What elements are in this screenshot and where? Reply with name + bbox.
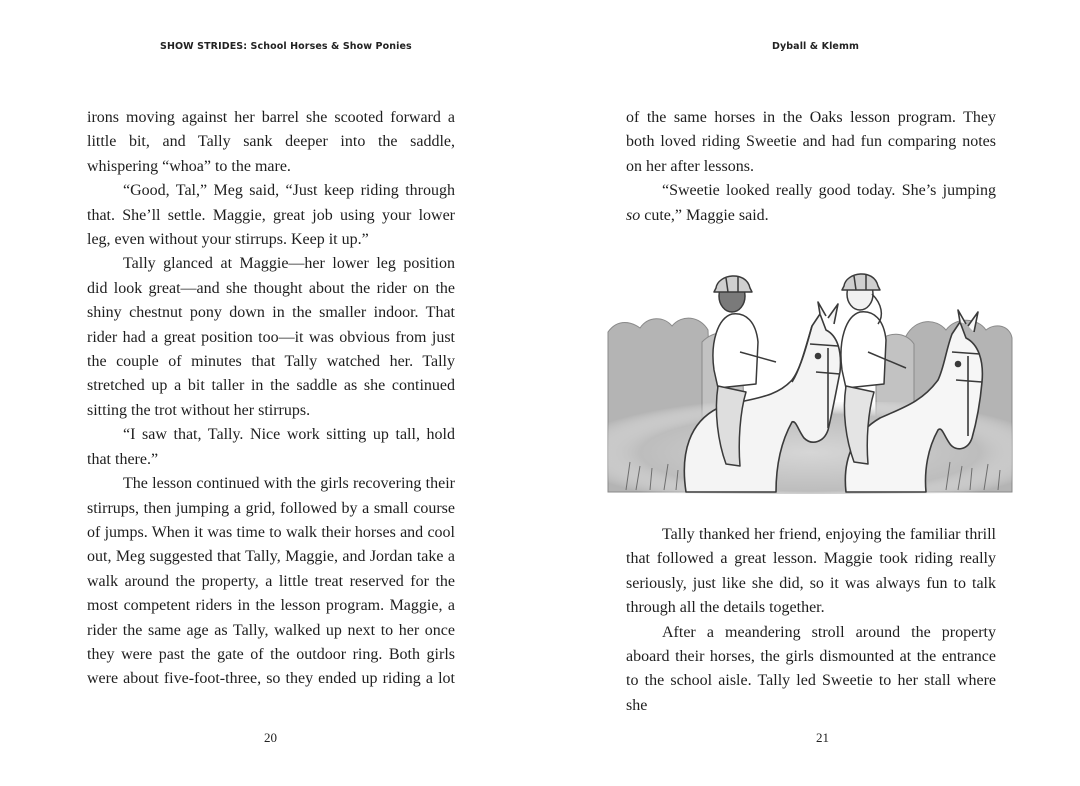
right-body-text-bottom [626, 523, 996, 718]
right-body-text-top [626, 106, 996, 228]
left-page-number: 20 [264, 730, 277, 745]
right-paragraph-3: Tally thanked her friend, enjoying the familiar thrill that followed a great lesson. Maggie took riding really seriously, just like she did, so it was always fun to talk through all the details together. [626, 526, 996, 617]
right-page [540, 0, 1080, 786]
two-girls-riding-horses-illustration [606, 252, 1014, 496]
left-running-head: SHOW STRIDES: School Horses & Show Ponies [160, 41, 412, 52]
right-page-number: 21 [816, 730, 829, 745]
right-paragraph-2-start: “Sweetie looked really good today. She’s jumping [662, 182, 996, 200]
right-paragraph-2 [626, 179, 996, 228]
right-paragraph-2-end: cute,” Maggie said. [640, 206, 769, 224]
left-paragraph-3: Tally glanced at Maggie—her lower leg position did look great—and she thought about the rider on the shiny chestnut pony down in the smaller indoor. That rider had a great position too—it was obvious from just the couple of minutes that Tally watched her. Tally stretched up a bit taller in the saddle as she continued sitting the trot without her stirrups. [87, 255, 455, 419]
left-paragraph-1: irons moving against her barrel she scooted forward a little bit, and Tally sank deeper into the saddle, whispering “whoa” to the mare. [87, 109, 455, 175]
right-paragraph-4: After a meandering stroll around the property aboard their horses, the girls dismounted at the entrance to the school aisle. Tally led Sweetie to her stall where she [626, 623, 996, 714]
left-body-text [87, 106, 455, 692]
right-paragraph-1: of the same horses in the Oaks lesson program. They both loved riding Sweetie and had fun comparing notes on her after lessons. [626, 109, 996, 175]
right-paragraph-2-emphasis: so [626, 206, 641, 224]
left-paragraph-5: The lesson continued with the girls recovering their stirrups, then jumping a grid, followed by a small course of jumps. When it was time to walk their horses and cool out, Meg suggested that Tally, Maggie, and Jordan take a walk around the property, a little treat reserved for the most competent riders in the lesson program. Maggie, a rider the same age as Tally, walked up next to her once they were past the gate of the outdoor ring. Both girls were about five-foot-three, so they ended up riding a lot [87, 475, 455, 688]
left-paragraph-4: “I saw that, Tally. Nice work sitting up tall, hold that there.” [87, 426, 455, 468]
left-paragraph-2: “Good, Tal,” Meg said, “Just keep riding through that. She’ll settle. Maggie, great job using your lower leg, even without your stirrups. Keep it up.” [87, 182, 455, 249]
right-running-head: Dyball & Klemm [772, 41, 859, 52]
